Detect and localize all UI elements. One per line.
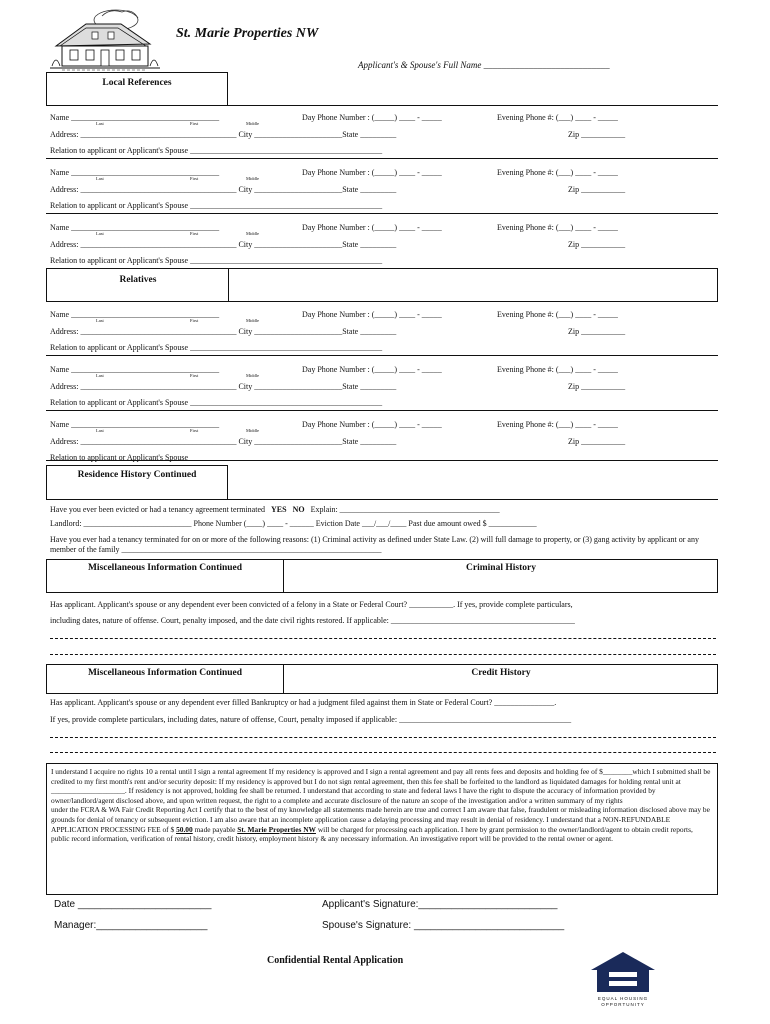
credit-q2[interactable]: If yes, provide complete particulars, including dates, nature of offense, Court, penalty imposed if applicable: ___________________________________________	[50, 715, 572, 724]
criminal-q2[interactable]: including dates, nature of offense. Court, penalty imposed, and the date civil rights restored. If applicable: ______________________________________________	[50, 616, 575, 625]
divider	[46, 105, 718, 106]
name-field[interactable]: Name _____________________________________	[50, 420, 220, 429]
divider	[46, 460, 718, 461]
first-label: First	[190, 318, 199, 323]
address-field[interactable]: Address: _______________________________________ City ______________________State _________	[50, 240, 397, 249]
zip-field[interactable]: Zip ___________	[568, 327, 626, 336]
tenancy-question[interactable]: Have you ever had a tenancy terminated for on or more of the following reasons: (1) Criminal activity as defined under State Law. (2) will full damage to property, or (3) gang activity by applicant or any member of the family _________________________________________________________________	[50, 535, 699, 554]
relation-field[interactable]: Relation to applicant or Applicant's Spouse ________________________________________________	[50, 201, 383, 210]
reference-entry	[50, 113, 718, 161]
section-title: Residence History Continued	[77, 470, 197, 480]
middle-label: Middle	[246, 231, 259, 236]
relation-field[interactable]: Relation to applicant or Applicant's Spouse ________________________________________________	[50, 256, 383, 265]
divider	[46, 355, 718, 356]
credit-line	[50, 737, 716, 738]
middle-label: Middle	[246, 318, 259, 323]
evening-phone-field[interactable]: Evening Phone #: (___) ____ - _____	[497, 420, 618, 429]
landlord-row[interactable]: Landlord: ___________________________ Phone Number (____) ____ - ______ Eviction Date ___/___/____ Past due amount owed $ ____________	[50, 519, 537, 528]
credit-header-box	[46, 664, 718, 694]
section-title: Local References	[102, 78, 172, 88]
criminal-line	[50, 638, 716, 639]
form-title: Confidential Rental Application	[267, 955, 404, 966]
agreement-p1: I understand I acquire no rights 10 a rental until I sign a rental agreement If my residency is approved and I sign a rental agreement and pay all rents fees and deposits and holding fee of $________which I submitted shall be credited to my first month's rent and/or security deposit: If my residency is approved but I do not sign rental agreement, then this fee shall be forfeited to the landlord as liquidated damages for holding rental unit at ____________________. If residency is not approved, holding fee shall be returned. I understand that according to state and federal laws I have the right to dispute the accuracy of information provided by owner/landlord/agent disclosed above, and upon written request, the right to a complete and accurate disclosure of the nature an scope of the investigation and/or a written summary of my rights	[51, 767, 711, 805]
credit-q1[interactable]: Has applicant. Applicant's spouse or any dependent ever filled Bankruptcy or had a judgment filed against them in State or Federal Court? _______________.	[50, 698, 557, 707]
payee-name: St. Marie Properties NW	[237, 824, 316, 834]
agreement-p4: will be charged for processing each application. I here by grant permission to the owner/landlord/agent to obtain credit reports, public record information, verification of rental history, credit history, employment history & any necessary information. An investigative report will be provided to the rental owner or agent.	[51, 824, 693, 844]
manager-field[interactable]: Manager:____________________	[54, 920, 208, 931]
spouse-signature-field[interactable]: Spouse's Signature: ___________________________	[322, 920, 565, 931]
credit-line	[50, 752, 716, 753]
evicted-question	[50, 505, 500, 514]
date-field[interactable]: Date ________________________	[54, 899, 212, 910]
reference-entry	[50, 365, 718, 413]
no-option[interactable]: NO	[292, 505, 305, 514]
first-label: First	[190, 121, 199, 126]
day-phone-field[interactable]: Day Phone Number : (_____) ____ - _____	[302, 223, 442, 232]
reference-entry	[50, 310, 718, 358]
address-field[interactable]: Address: _______________________________________ City ______________________State _________	[50, 437, 397, 446]
first-label: First	[190, 176, 199, 181]
residence-history-header	[46, 465, 228, 500]
relatives-header	[46, 268, 718, 302]
name-field[interactable]: Name _____________________________________	[50, 310, 220, 319]
zip-field[interactable]: Zip ___________	[568, 185, 626, 194]
divider	[46, 213, 718, 214]
name-field[interactable]: Name _____________________________________	[50, 223, 220, 232]
yes-option[interactable]: YES	[271, 505, 287, 514]
explain-field[interactable]: Explain: ________________________________________	[310, 505, 500, 514]
criminal-line	[50, 654, 716, 655]
middle-label: Middle	[246, 373, 259, 378]
first-label: First	[190, 231, 199, 236]
equal-housing-logo	[583, 950, 663, 1006]
company-logo	[46, 6, 164, 72]
evicted-text: Have you ever been evicted or had a tenancy agreement terminated	[50, 505, 266, 514]
last-label: Last	[96, 121, 104, 126]
address-field[interactable]: Address: _______________________________________ City ______________________State _________	[50, 130, 397, 139]
middle-label: Middle	[246, 121, 259, 126]
relation-field[interactable]: Relation to applicant or Applicant's Spouse ________________________________________________	[50, 398, 383, 407]
address-field[interactable]: Address: _______________________________________ City ______________________State _________	[50, 327, 397, 336]
zip-field[interactable]: Zip ___________	[568, 382, 626, 391]
criminal-title: Criminal History	[466, 563, 536, 573]
reference-entry	[50, 223, 718, 271]
misc-title: Miscellaneous Information Continued	[87, 563, 243, 573]
last-label: Last	[96, 428, 104, 433]
agreement-p3: made payable	[194, 824, 236, 834]
day-phone-field[interactable]: Day Phone Number : (_____) ____ - _____	[302, 113, 442, 122]
evening-phone-field[interactable]: Evening Phone #: (___) ____ - _____	[497, 365, 618, 374]
last-label: Last	[96, 373, 104, 378]
misc-title: Miscellaneous Information Continued	[87, 668, 243, 678]
evening-phone-field[interactable]: Evening Phone #: (___) ____ - _____	[497, 113, 618, 122]
section-title: Relatives	[119, 275, 157, 285]
middle-label: Middle	[246, 428, 259, 433]
day-phone-field[interactable]: Day Phone Number : (_____) ____ - _____	[302, 168, 442, 177]
first-label: First	[190, 373, 199, 378]
last-label: Last	[96, 231, 104, 236]
evening-phone-field[interactable]: Evening Phone #: (___) ____ - _____	[497, 310, 618, 319]
divider	[46, 410, 718, 411]
day-phone-field[interactable]: Day Phone Number : (_____) ____ - _____	[302, 310, 442, 319]
address-field[interactable]: Address: _______________________________________ City ______________________State _________	[50, 382, 397, 391]
last-label: Last	[96, 318, 104, 323]
name-field[interactable]: Name _____________________________________	[50, 113, 220, 122]
zip-field[interactable]: Zip ___________	[568, 130, 626, 139]
divider	[46, 499, 718, 500]
relation-field[interactable]: Relation to applicant or Applicant's Spouse ________________________________________________	[50, 453, 383, 462]
criminal-q1[interactable]: Has applicant. Applicant's spouse or any dependent ever been convicted of a felony in a State or Federal Court? ___________. If yes, provide complete particulars,	[50, 600, 573, 609]
applicant-signature-field[interactable]: Applicant's Signature:_________________________	[322, 899, 558, 910]
last-label: Last	[96, 176, 104, 181]
relation-field[interactable]: Relation to applicant or Applicant's Spouse ________________________________________________	[50, 146, 383, 155]
middle-label: Middle	[246, 176, 259, 181]
zip-field[interactable]: Zip ___________	[568, 240, 626, 249]
day-phone-field[interactable]: Day Phone Number : (_____) ____ - _____	[302, 420, 442, 429]
reference-entry	[50, 168, 718, 216]
zip-field[interactable]: Zip ___________	[568, 437, 626, 446]
credit-title: Credit History	[471, 668, 531, 678]
day-phone-field[interactable]: Day Phone Number : (_____) ____ - _____	[302, 365, 442, 374]
first-label: First	[190, 428, 199, 433]
criminal-header-box	[46, 559, 718, 593]
company-name: St. Marie Properties NW	[176, 26, 319, 41]
eho-text: EQUAL HOUSING OPPORTUNITY	[597, 996, 649, 1007]
processing-fee: 50.00	[176, 824, 193, 834]
local-references-header	[46, 72, 228, 106]
agreement-text	[51, 767, 713, 844]
divider	[46, 158, 718, 159]
address-field[interactable]: Address: _______________________________________ City ______________________State _________	[50, 185, 397, 194]
evening-phone-field[interactable]: Evening Phone #: (___) ____ - _____	[497, 223, 618, 232]
agreement-p2: under the FCRA & WA Fair Credit Reporting Act I certify that to the best of my knowledge all statements made herein are true and correct I am aware that false, fraudulent or misleading information disclosed above may be grounds for denial of tenancy or subsequent eviction. I am also aware that an incomplete application cause a delaying processing and may result in denial of residency. I understand that a NON-REFUNDABLE APPLICATION PROCESSING FEE of $	[51, 805, 710, 834]
evening-phone-field[interactable]: Evening Phone #: (___) ____ - _____	[497, 168, 618, 177]
name-field[interactable]: Name _____________________________________	[50, 365, 220, 374]
name-field[interactable]: Name _____________________________________	[50, 168, 220, 177]
relation-field[interactable]: Relation to applicant or Applicant's Spouse ________________________________________________	[50, 343, 383, 352]
agreement-box	[46, 763, 718, 895]
applicant-name-field[interactable]: Applicant's & Spouse's Full Name ____________________________	[358, 60, 610, 70]
